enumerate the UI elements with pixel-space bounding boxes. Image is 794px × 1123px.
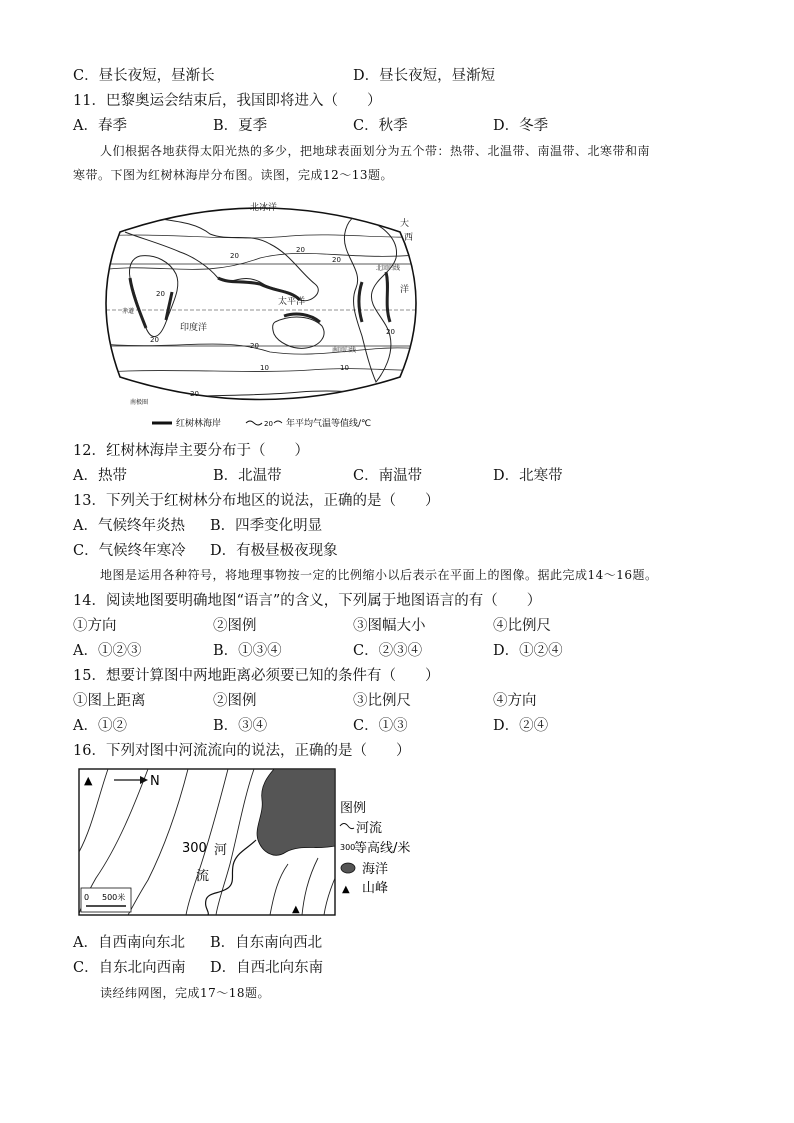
intro-graticule: 读经纬网图，完成17～18题。 (100, 986, 271, 1000)
q10-option-c[interactable]: C．昼长夜短，昼渐长 (73, 68, 215, 84)
q13-option-b[interactable]: B．四季变化明显 (210, 518, 323, 534)
q14-statement-1: ①方向 (73, 618, 117, 634)
q14-option-b[interactable]: B．①③④ (213, 643, 282, 659)
label-arctic: 北冰洋 (250, 203, 278, 213)
q11-option-b[interactable]: B．夏季 (213, 118, 268, 134)
q15-option-d[interactable]: D．②④ (493, 718, 549, 734)
q16-options-cd (73, 956, 773, 976)
q12-option-b[interactable]: B．北温带 (213, 468, 282, 484)
q14-statement-2: ②图例 (213, 618, 257, 634)
q12-option-d[interactable]: D．北寒带 (493, 468, 563, 484)
intro-zones-line1: 人们根据各地获得太阳光热的多少，把地球表面划分为五个带：热带、北温带、南温带、北寒带和南 (100, 144, 651, 158)
river-label-2: 流 (196, 869, 210, 884)
q14-statement-3: ③图幅大小 (353, 618, 426, 634)
label-antarctic: 南极圈 (130, 399, 149, 406)
q13-option-d[interactable]: D．有极昼极夜现象 (210, 543, 338, 559)
isotherm-value: 20 (386, 328, 395, 336)
label-equator: 赤道 (122, 308, 135, 315)
legend-peak-label: 山峰 (362, 881, 389, 896)
q16-option-d[interactable]: D．自西北向东南 (210, 960, 324, 976)
q11-option-d[interactable]: D．冬季 (493, 118, 549, 134)
river-label-1: 河 (214, 843, 228, 858)
mangrove-map-legend (150, 414, 400, 430)
q15-options (73, 714, 773, 734)
q16-stem: 16．下列对图中河流流向的说法，正确的是（ ） (73, 743, 411, 759)
isotherm-value: 20 (230, 252, 239, 260)
label-atlantic-2: 西 (404, 233, 414, 243)
label-tropic-capricorn: 南回归线 (332, 347, 357, 354)
intro-map-definition: 地图是运用各种符号，将地理事物按一定的比例缩小以后表示在平面上的图像。据此完成14～16题。 (100, 568, 658, 582)
intro-zones-line2: 寒带。下图为红树林海岸分布图。读图，完成12～13题。 (73, 168, 394, 182)
q11-stem: 11．巴黎奥运会结束后，我国即将进入（ ） (73, 93, 382, 109)
q16-option-b[interactable]: B．自东南向西北 (210, 935, 323, 951)
label-tropic-cancer: 北回归线 (376, 265, 401, 272)
legend-isotherm-symbol (246, 421, 262, 425)
q15-option-a[interactable]: A．①② (73, 718, 127, 734)
north-label: N (150, 774, 160, 789)
peak-icon: ▲ (84, 774, 93, 787)
label-indian: 印度洋 (180, 323, 208, 333)
ocean-area (257, 769, 335, 855)
q12-options (73, 464, 773, 484)
q14-option-a[interactable]: A．①②③ (73, 643, 142, 659)
legend-title: 图例 (340, 801, 367, 816)
legend-mangrove-label: 红树林海岸 (176, 419, 222, 429)
q15-statement-1: ①图上距离 (73, 693, 146, 709)
q11-option-a[interactable]: A．春季 (73, 118, 127, 134)
q11-option-c[interactable]: C．秋季 (353, 118, 408, 134)
legend-contour-value: 300 (340, 843, 356, 852)
isotherm-value: 20 (150, 336, 159, 344)
legend-ocean-icon (341, 863, 355, 873)
contour-value-label: 300 (182, 841, 207, 856)
q13-options-cd (73, 539, 773, 559)
q13-stem: 13．下列关于红树林分布地区的说法，正确的是（ ） (73, 493, 440, 509)
label-pacific: 太平洋 (278, 297, 306, 307)
isotherm-value: 10 (260, 364, 269, 372)
q15-option-b[interactable]: B．③④ (213, 718, 268, 734)
isotherm-value: 20 (250, 342, 259, 350)
q15-option-c[interactable]: C．①③ (353, 718, 408, 734)
legend-ocean-label: 海洋 (362, 862, 389, 877)
legend-isotherm-value: 20 (264, 420, 273, 428)
peak-icon: ▲ (292, 904, 300, 915)
isotherm-value: 20 (156, 290, 165, 298)
legend-river-icon (340, 824, 354, 829)
label-atlantic-3: 洋 (400, 285, 410, 295)
q14-statement-4: ④比例尺 (493, 618, 551, 634)
q15-statement-2: ②图例 (213, 693, 257, 709)
legend-isotherm-label: 年平均气温等值线/℃ (286, 419, 372, 429)
legend-river-label: 河流 (356, 821, 383, 836)
contour-river-map (78, 768, 411, 920)
scale-length: 500米 (102, 893, 126, 902)
q16-option-a[interactable]: A．自西南向东北 (73, 935, 185, 951)
q12-option-c[interactable]: C．南温带 (353, 468, 423, 484)
q14-options (73, 639, 773, 659)
q11-options (73, 114, 773, 134)
q10-options-cd (73, 64, 773, 84)
label-atlantic-1: 大 (400, 219, 410, 229)
q14-option-d[interactable]: D．①②④ (493, 643, 563, 659)
q14-statements (73, 614, 773, 634)
q15-statement-4: ④方向 (493, 693, 537, 709)
q15-statements (73, 689, 773, 709)
legend-contour-label: 等高线/米 (354, 841, 411, 856)
mangrove-world-map (100, 192, 430, 432)
q12-option-a[interactable]: A．热带 (73, 468, 127, 484)
q15-stem: 15．想要计算图中两地距离必须要已知的条件有（ ） (73, 668, 440, 684)
q13-option-c[interactable]: C．气候终年寒冷 (73, 543, 186, 559)
scale-zero: 0 (84, 893, 90, 902)
q13-options-ab (73, 514, 773, 534)
q14-stem: 14．阅读地图要明确地图“语言”的含义，下列属于地图语言的有（ ） (73, 593, 542, 609)
isotherm-value: 20 (190, 390, 199, 398)
legend-isotherm-symbol-tail (274, 421, 282, 423)
isotherm-value: 20 (332, 256, 341, 264)
isotherm-value: 20 (296, 246, 305, 254)
q14-option-c[interactable]: C．②③④ (353, 643, 423, 659)
q16-options-ab (73, 931, 773, 951)
q10-option-d[interactable]: D．昼长夜短，昼渐短 (353, 68, 496, 84)
q16-option-c[interactable]: C．自东北向西南 (73, 960, 186, 976)
isotherm-value: 10 (340, 364, 349, 372)
q13-option-a[interactable]: A．气候终年炎热 (73, 518, 185, 534)
legend-peak-icon: ▲ (342, 884, 350, 895)
q12-stem: 12．红树林海岸主要分布于（ ） (73, 443, 309, 459)
q15-statement-3: ③比例尺 (353, 693, 411, 709)
